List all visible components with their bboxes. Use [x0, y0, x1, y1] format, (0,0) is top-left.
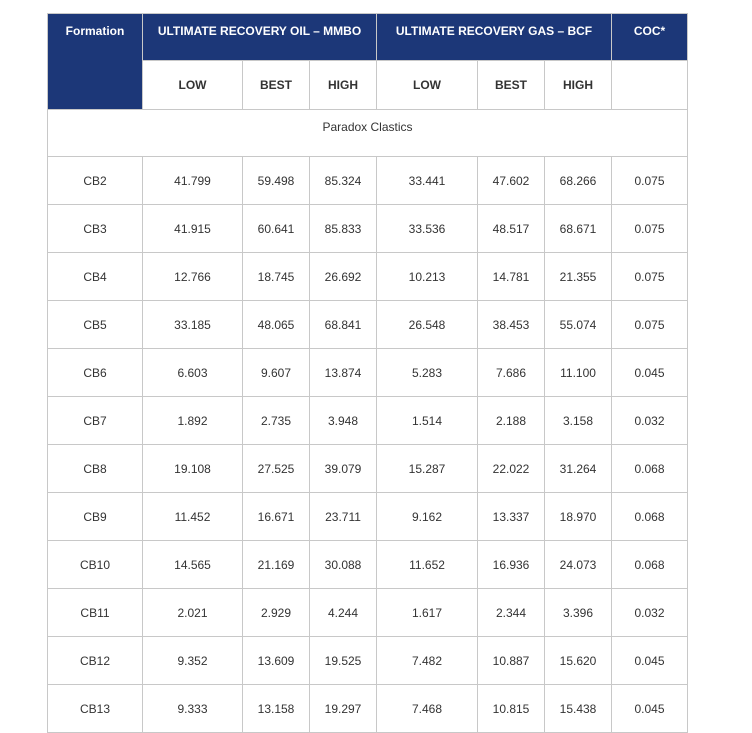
- cell-oil-high: 39.079: [310, 445, 377, 493]
- cell-gas-low: 11.652: [377, 541, 478, 589]
- cell-oil-high: 30.088: [310, 541, 377, 589]
- cell-oil-low: 9.352: [143, 637, 243, 685]
- cell-gas-high: 24.073: [545, 541, 612, 589]
- cell-gas-best: 14.781: [478, 253, 545, 301]
- cell-gas-high: 3.396: [545, 589, 612, 637]
- cell-oil-low: 19.108: [143, 445, 243, 493]
- cell-oil-high: 68.841: [310, 301, 377, 349]
- section-row: [48, 110, 688, 157]
- cell-gas-high: 18.970: [545, 493, 612, 541]
- cell-gas-low: 1.617: [377, 589, 478, 637]
- cell-gas-low: 26.548: [377, 301, 478, 349]
- cell-oil-best: 2.929: [243, 589, 310, 637]
- cell-formation: CB10: [48, 541, 143, 589]
- cell-gas-best: 48.517: [478, 205, 545, 253]
- cell-oil-best: 13.609: [243, 637, 310, 685]
- header-oil-group: ULTIMATE RECOVERY OIL – MMBO: [143, 14, 377, 61]
- cell-coc: 0.075: [612, 301, 688, 349]
- header-gas-high: HIGH: [545, 61, 612, 110]
- cell-coc: 0.075: [612, 205, 688, 253]
- cell-coc: 0.045: [612, 349, 688, 397]
- table-row: [48, 589, 688, 637]
- header-coc: COC*: [612, 14, 688, 61]
- cell-gas-low: 33.441: [377, 157, 478, 205]
- cell-coc: 0.045: [612, 685, 688, 733]
- cell-gas-high: 15.438: [545, 685, 612, 733]
- cell-formation: CB6: [48, 349, 143, 397]
- cell-gas-low: 7.468: [377, 685, 478, 733]
- cell-oil-high: 26.692: [310, 253, 377, 301]
- table-row: [48, 349, 688, 397]
- cell-gas-best: 38.453: [478, 301, 545, 349]
- cell-coc: 0.032: [612, 397, 688, 445]
- cell-coc: 0.068: [612, 445, 688, 493]
- cell-gas-high: 68.671: [545, 205, 612, 253]
- cell-oil-low: 9.333: [143, 685, 243, 733]
- cell-oil-low: 6.603: [143, 349, 243, 397]
- header-formation: Formation: [48, 14, 143, 110]
- cell-coc: 0.068: [612, 541, 688, 589]
- cell-gas-best: 2.344: [478, 589, 545, 637]
- cell-oil-low: 41.915: [143, 205, 243, 253]
- cell-coc: 0.075: [612, 253, 688, 301]
- table-row: [48, 685, 688, 733]
- cell-gas-high: 15.620: [545, 637, 612, 685]
- cell-coc: 0.045: [612, 637, 688, 685]
- cell-oil-low: 12.766: [143, 253, 243, 301]
- table-row: [48, 445, 688, 493]
- cell-gas-high: 31.264: [545, 445, 612, 493]
- cell-coc: 0.068: [612, 493, 688, 541]
- header-row-groups: [48, 14, 688, 61]
- cell-gas-best: 16.936: [478, 541, 545, 589]
- cell-oil-low: 2.021: [143, 589, 243, 637]
- cell-coc: 0.032: [612, 589, 688, 637]
- cell-formation: CB9: [48, 493, 143, 541]
- cell-gas-low: 10.213: [377, 253, 478, 301]
- header-gas-best: BEST: [478, 61, 545, 110]
- header-oil-low: LOW: [143, 61, 243, 110]
- cell-oil-high: 3.948: [310, 397, 377, 445]
- cell-gas-high: 55.074: [545, 301, 612, 349]
- cell-gas-best: 13.337: [478, 493, 545, 541]
- cell-gas-low: 9.162: [377, 493, 478, 541]
- cell-gas-best: 10.815: [478, 685, 545, 733]
- cell-gas-best: 47.602: [478, 157, 545, 205]
- table-row: [48, 205, 688, 253]
- cell-gas-high: 21.355: [545, 253, 612, 301]
- cell-oil-best: 59.498: [243, 157, 310, 205]
- cell-gas-low: 5.283: [377, 349, 478, 397]
- cell-oil-best: 2.735: [243, 397, 310, 445]
- header-row-levels: [48, 61, 688, 110]
- cell-oil-best: 13.158: [243, 685, 310, 733]
- cell-oil-high: 23.711: [310, 493, 377, 541]
- cell-formation: CB11: [48, 589, 143, 637]
- cell-formation: CB2: [48, 157, 143, 205]
- cell-gas-best: 2.188: [478, 397, 545, 445]
- cell-gas-low: 15.287: [377, 445, 478, 493]
- cell-formation: CB5: [48, 301, 143, 349]
- cell-oil-low: 14.565: [143, 541, 243, 589]
- cell-oil-best: 9.607: [243, 349, 310, 397]
- cell-oil-best: 48.065: [243, 301, 310, 349]
- cell-gas-high: 68.266: [545, 157, 612, 205]
- cell-gas-high: 3.158: [545, 397, 612, 445]
- table-row: [48, 541, 688, 589]
- cell-gas-low: 1.514: [377, 397, 478, 445]
- cell-formation: CB8: [48, 445, 143, 493]
- cell-oil-low: 41.799: [143, 157, 243, 205]
- cell-formation: CB3: [48, 205, 143, 253]
- cell-oil-low: 1.892: [143, 397, 243, 445]
- cell-formation: CB12: [48, 637, 143, 685]
- cell-gas-best: 7.686: [478, 349, 545, 397]
- cell-oil-best: 21.169: [243, 541, 310, 589]
- cell-coc: 0.075: [612, 157, 688, 205]
- header-gas-low: LOW: [377, 61, 478, 110]
- cell-oil-low: 11.452: [143, 493, 243, 541]
- table-row: [48, 301, 688, 349]
- cell-oil-best: 60.641: [243, 205, 310, 253]
- cell-gas-low: 33.536: [377, 205, 478, 253]
- table-row: [48, 397, 688, 445]
- cell-gas-low: 7.482: [377, 637, 478, 685]
- table-row: [48, 157, 688, 205]
- recovery-table: [47, 13, 688, 733]
- header-gas-group: ULTIMATE RECOVERY GAS – BCF: [377, 14, 612, 61]
- cell-oil-high: 19.525: [310, 637, 377, 685]
- header-coc-blank: [612, 61, 688, 110]
- cell-formation: CB13: [48, 685, 143, 733]
- cell-oil-high: 19.297: [310, 685, 377, 733]
- cell-gas-best: 22.022: [478, 445, 545, 493]
- cell-gas-best: 10.887: [478, 637, 545, 685]
- section-label: Paradox Clastics: [48, 110, 688, 157]
- cell-oil-high: 85.833: [310, 205, 377, 253]
- cell-oil-best: 18.745: [243, 253, 310, 301]
- header-oil-high: HIGH: [310, 61, 377, 110]
- cell-gas-high: 11.100: [545, 349, 612, 397]
- cell-oil-low: 33.185: [143, 301, 243, 349]
- table-row: [48, 253, 688, 301]
- cell-formation: CB7: [48, 397, 143, 445]
- cell-oil-high: 4.244: [310, 589, 377, 637]
- cell-formation: CB4: [48, 253, 143, 301]
- cell-oil-best: 16.671: [243, 493, 310, 541]
- table-row: [48, 493, 688, 541]
- cell-oil-high: 85.324: [310, 157, 377, 205]
- cell-oil-high: 13.874: [310, 349, 377, 397]
- table-row: [48, 637, 688, 685]
- header-oil-best: BEST: [243, 61, 310, 110]
- cell-oil-best: 27.525: [243, 445, 310, 493]
